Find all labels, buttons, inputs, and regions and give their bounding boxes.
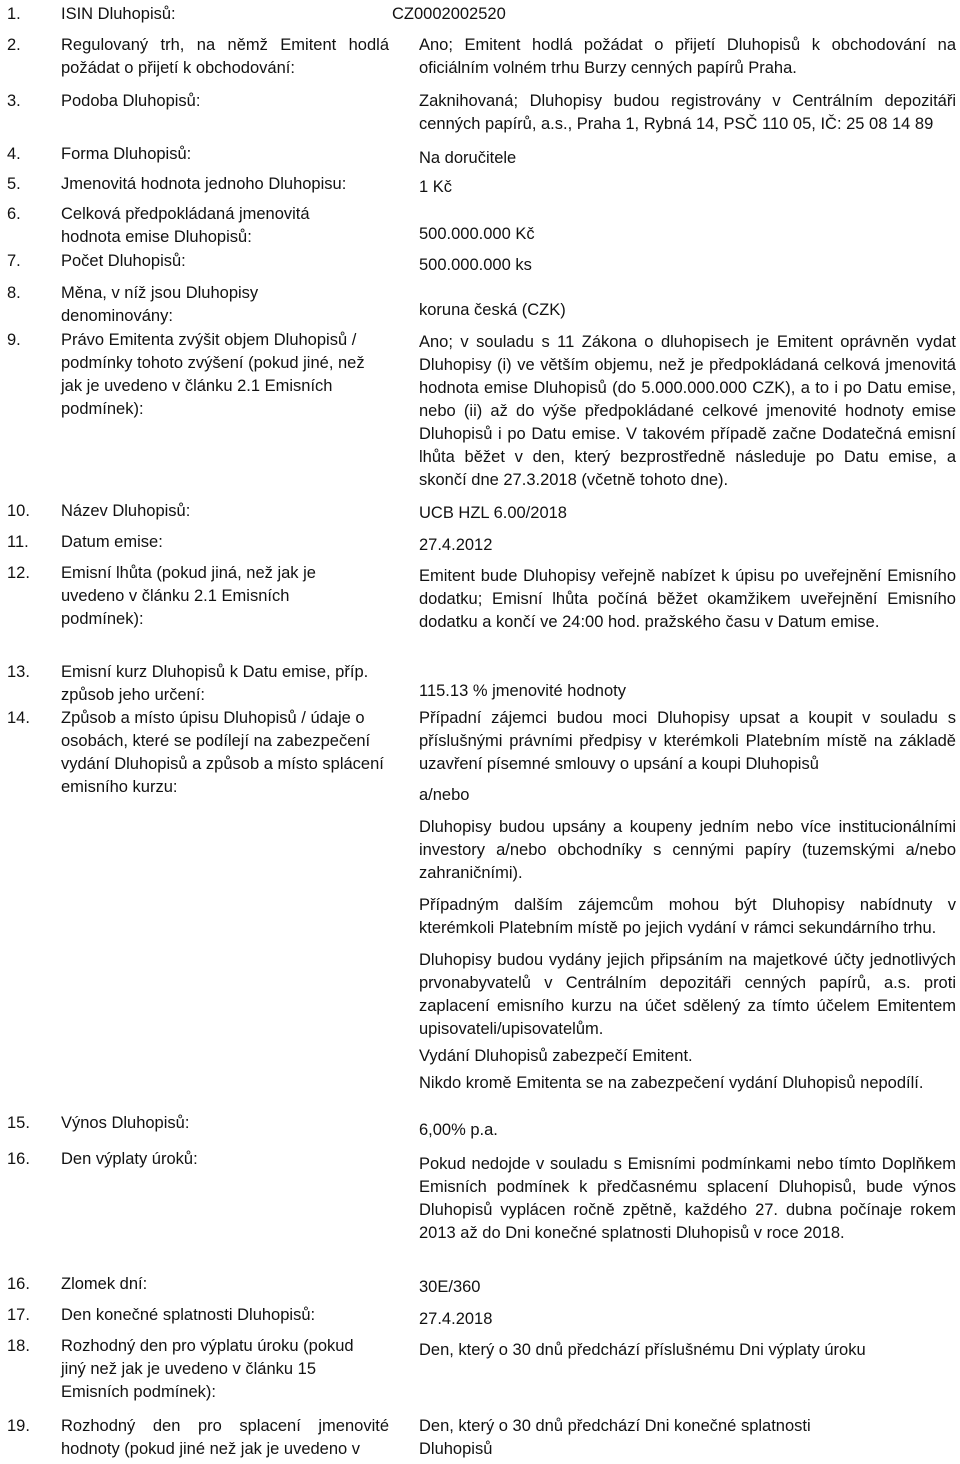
item-number: 12. bbox=[7, 564, 30, 582]
item-number: 17. bbox=[7, 1306, 30, 1324]
item-label: Výnos Dluhopisů: bbox=[61, 1114, 190, 1132]
item-number: 15. bbox=[7, 1114, 30, 1132]
item-value: Případní zájemci budou moci Dluhopisy upsat a koupit v souladu s příslušnými právními předpisy v kterémkoli Platebním místě na základě uzavření písemné smlouvy o upsání a koupi Dluhopisů a/nebo Dluhopisy budou upsány a koupeny jedním nebo více institucionálními investory a/nebo obchodníky s cennými papíry (tuzemskými a/nebo zahraničními). Případným dalším zájemcům mohou být Dluhopisy nabídnuty v kterémkoli Platebním místě po jejich vydání v rámci sekundárního trhu. Dluhopisy budou vydány jejich připsáním na majetkové účty jednotlivých prvonabyvatelů v Centrálním depozitáři cenných papírů, a.s. proti zaplacení emisního kurzu na účet sdělený za tímto účelem Emitentem upisovateli/upisovatelům. Vydání Dluhopisů zabezpečí Emitent. Nikdo kromě Emitenta se na zabezpečení vydání Dluhopisů nepodílí. bbox=[419, 709, 956, 1092]
item-number: 9. bbox=[7, 331, 21, 349]
item-label: ISIN Dluhopisů: bbox=[61, 5, 176, 23]
item-value: Den, který o 30 dnů předchází příslušnému Dni výplaty úroku bbox=[419, 1341, 866, 1359]
item-label: Den výplaty úroků: bbox=[61, 1150, 198, 1168]
item-label: Zlomek dní: bbox=[61, 1275, 148, 1293]
item-value: 6,00% p.a. bbox=[419, 1121, 498, 1139]
item-number: 11. bbox=[7, 533, 29, 551]
item-label: Datum emise: bbox=[61, 533, 163, 551]
item-value: Ano; Emitent hodlá požádat o přijetí Dluhopisů k obchodování na oficiálním volném trhu Burzy cenných papírů Praha. bbox=[419, 36, 956, 77]
item-number: 5. bbox=[7, 175, 21, 193]
item-number: 6. bbox=[7, 205, 21, 223]
item-value: 30E/360 bbox=[419, 1278, 481, 1296]
item-value: 115.13 % jmenovité hodnoty bbox=[419, 682, 626, 700]
item-number: 10. bbox=[7, 502, 30, 520]
item-value: 1 Kč bbox=[419, 178, 453, 196]
item-value: Ano; v souladu s 11 Zákona o dluhopisech je Emitent oprávněn vydat Dluhopisy (i) ve větším objemu, než je předpokládaná celková jmenovitá hodnota emise Dluhopisů (do 5.000.000.000 CZK), a to i po Datu emise, nebo (ii) až do výše předpokládané celkové jmenovité hodnoty emise Dluhopisů i po Datu emise. V takovém případě začne Dodatečná emisní lhůta běžet v den, který bezprostředně následuje po Datu emise, a skončí dne 27.3.2018 (včetně tohoto dne). bbox=[419, 333, 956, 489]
item-value: 500.000.000 ks bbox=[419, 256, 532, 274]
item-label: Podoba Dluhopisů: bbox=[61, 92, 201, 110]
item-label: Celková předpokládaná jmenovitá hodnota emise Dluhopisů: bbox=[61, 205, 310, 246]
item-label: Rozhodný den pro výplatu úroku (pokud jiný než jak je uvedeno v článku 15 Emisních podmínek): bbox=[61, 1337, 354, 1401]
item-number: 19. bbox=[7, 1417, 30, 1435]
item-value: Den, který o 30 dnů předchází Dni konečné splatnosti Dluhopisů bbox=[419, 1417, 811, 1458]
item-label: Název Dluhopisů: bbox=[61, 502, 191, 520]
item-label: Emisní lhůta (pokud jiná, než jak je uvedeno v článku 2.1 Emisních podmínek): bbox=[61, 564, 316, 628]
item-number: 3. bbox=[7, 92, 21, 110]
item-value: 27.4.2012 bbox=[419, 536, 493, 554]
item-label: Regulovaný trh, na němž Emitent hodlá požádat o přijetí k obchodování: bbox=[61, 36, 389, 77]
item-value: Pokud nedojde v souladu s Emisními podmínkami nebo tímto Doplňkem Emisních podmínek k předčasnému splacení Dluhopisů, bude výnos Dluhopisů vyplácen ročně zpětně, každého 27. dubna počínaje rokem 2013 až do Dni konečné splatnosti Dluhopisů v roce 2018. bbox=[419, 1155, 956, 1242]
item-number: 13. bbox=[7, 663, 30, 681]
item-value: UCB HZL 6.00/2018 bbox=[419, 504, 567, 522]
item-label: Způsob a místo úpisu Dluhopisů / údaje o osobách, které se podílejí na zabezpečení vydání Dluhopisů a způsob a místo splácení emisního kurzu: bbox=[61, 709, 384, 796]
item-value: CZ0002002520 bbox=[392, 5, 506, 23]
item-label: Den konečné splatnosti Dluhopisů: bbox=[61, 1306, 316, 1324]
item-label: Forma Dluhopisů: bbox=[61, 145, 192, 163]
item-value: Na doručitele bbox=[419, 149, 517, 167]
item-number: 7. bbox=[7, 252, 21, 270]
item-value: Emitent bude Dluhopisy veřejně nabízet k úpisu po uveřejnění Emisního dodatku; Emisní lhůta počíná běžet okamžikem uveřejnění Emisního dodatku a končí ve 24:00 hod. pražského času v Datum emise. bbox=[419, 567, 956, 631]
item-number: 1. bbox=[7, 5, 21, 23]
item-number: 8. bbox=[7, 284, 21, 302]
item-label: Emisní kurz Dluhopisů k Datu emise, příp. způsob jeho určení: bbox=[61, 663, 369, 704]
item-value: Zaknihovaná; Dluhopisy budou registrovány v Centrálním depozitáři cenných papírů, a.s., Praha 1, Rybná 14, PSČ 110 05, IČ: 25 08 14 89 bbox=[419, 92, 956, 133]
item-label: Počet Dluhopisů: bbox=[61, 252, 186, 270]
item-number: 18. bbox=[7, 1337, 30, 1355]
item-label: Jmenovitá hodnota jednoho Dluhopisu: bbox=[61, 175, 347, 193]
item-number: 14. bbox=[7, 709, 30, 727]
item-number: 16. bbox=[7, 1275, 30, 1293]
item-value: 27.4.2018 bbox=[419, 1310, 493, 1328]
item-number: 2. bbox=[7, 36, 21, 54]
item-label: Rozhodný den pro splacení jmenovité hodnoty (pokud jiné než jak je uvedeno v bbox=[61, 1417, 389, 1458]
item-value: koruna česká (CZK) bbox=[419, 301, 566, 319]
item-number: 4. bbox=[7, 145, 21, 163]
item-number: 16. bbox=[7, 1150, 30, 1168]
item-value: 500.000.000 Kč bbox=[419, 225, 535, 243]
item-label: Právo Emitenta zvýšit objem Dluhopisů / podmínky tohoto zvýšení (pokud jiné, než jak je uvedeno v článku 2.1 Emisních podmínek): bbox=[61, 331, 365, 418]
item-label: Měna, v níž jsou Dluhopisy denominovány: bbox=[61, 284, 259, 325]
